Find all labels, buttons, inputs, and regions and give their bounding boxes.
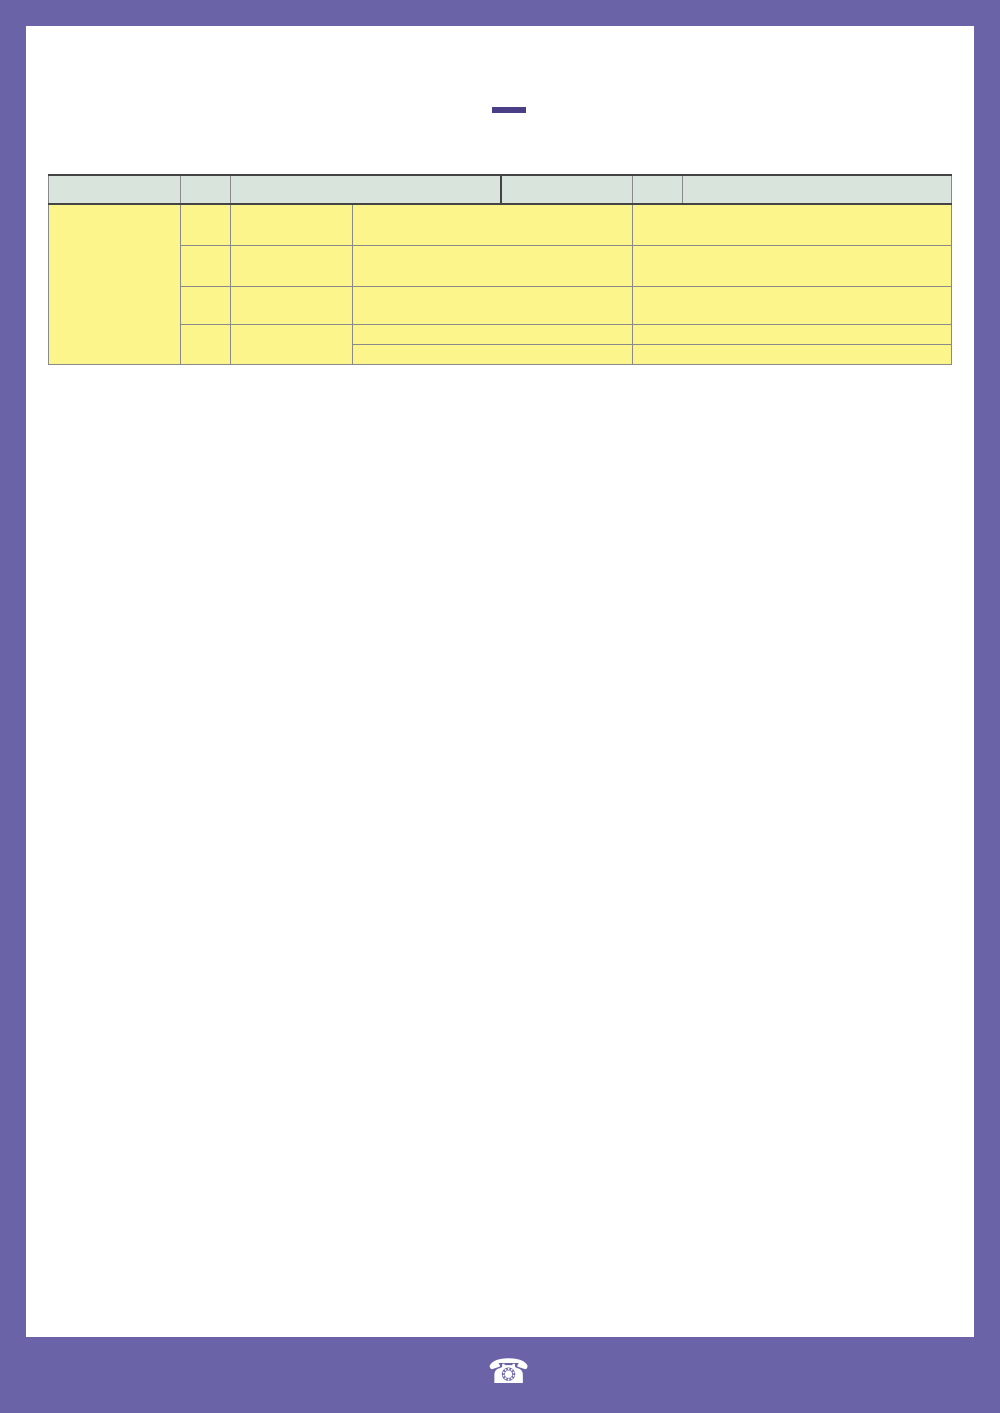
final-round (181, 204, 231, 245)
footer (0, 1340, 1000, 1400)
schedule-row (49, 1254, 952, 1271)
schedule-row (49, 566, 952, 583)
final-schedule (633, 324, 952, 344)
schedule-row (49, 364, 952, 381)
schedule-row (49, 1103, 952, 1120)
schedule-row (49, 1069, 952, 1086)
schedule-row (49, 1086, 952, 1103)
final-school-cell (49, 204, 181, 364)
schedule-row (49, 431, 952, 448)
schedule-row (49, 616, 952, 633)
schedule-row (49, 952, 952, 969)
schedule-row (49, 985, 952, 1002)
final-topic (353, 344, 633, 364)
header-round (633, 175, 683, 204)
schedule-row (49, 1204, 952, 1221)
schedule-row (49, 935, 952, 952)
schedule-row (49, 1120, 952, 1137)
schedule-row (49, 1187, 952, 1204)
schedule-row (49, 1237, 952, 1254)
final-schedule (633, 245, 952, 286)
final-schedule (633, 344, 952, 364)
schedule-row (49, 599, 952, 616)
final-round (181, 286, 231, 324)
final-row (49, 286, 952, 324)
schedule-row (49, 532, 952, 549)
schedule-row (49, 717, 952, 734)
schedule-row (49, 582, 952, 599)
schedule-row (49, 868, 952, 885)
header-row (49, 175, 952, 204)
title-badge (492, 107, 526, 113)
final-teacher (231, 245, 353, 286)
schedule-row (49, 683, 952, 700)
final-schedule (633, 286, 952, 324)
schedule-row (49, 448, 952, 465)
final-row (49, 324, 952, 344)
schedule-row (49, 1170, 952, 1187)
schedule-row (49, 666, 952, 683)
final-schedule (633, 204, 952, 245)
final-round (181, 324, 231, 364)
schedule-row (49, 465, 952, 482)
final-topic (353, 204, 633, 245)
final-teacher (231, 286, 353, 324)
schedule-table (48, 174, 952, 1288)
schedule-row (49, 515, 952, 532)
final-topic (353, 245, 633, 286)
schedule-row (49, 834, 952, 851)
schedule-row (49, 1002, 952, 1019)
schedule-row (49, 482, 952, 499)
schedule-row (49, 734, 952, 751)
schedule-row (49, 1137, 952, 1154)
schedule-row (49, 1221, 952, 1238)
final-teacher (231, 324, 353, 364)
schedule-row (49, 1036, 952, 1053)
schedule-row (49, 801, 952, 818)
final-box (49, 204, 952, 364)
schedule-row (49, 414, 952, 431)
final-row (49, 245, 952, 286)
schedule-row (49, 784, 952, 801)
schedule-row (49, 398, 952, 415)
schedule-row (49, 969, 952, 986)
final-topic (353, 286, 633, 324)
schedule-row (49, 381, 952, 398)
header-schedule (231, 175, 501, 204)
header-schedule (683, 175, 952, 204)
schedule-row (49, 767, 952, 784)
schedule-row (49, 498, 952, 515)
schedule-row (49, 1053, 952, 1070)
schedule-row (49, 918, 952, 935)
phone-icon: ☎ (487, 1352, 529, 1392)
schedule-row (49, 1153, 952, 1170)
schedule-row (49, 549, 952, 566)
schedule-row (49, 650, 952, 667)
final-round (181, 245, 231, 286)
header-school (501, 175, 633, 204)
poster-title (26, 40, 974, 158)
final-teacher (231, 204, 353, 245)
schedule-row (49, 851, 952, 868)
schedule-row (49, 700, 952, 717)
final-topic (353, 324, 633, 344)
schedule-row (49, 750, 952, 767)
schedule-row (49, 633, 952, 650)
schedule-row (49, 1271, 952, 1288)
schedule-row (49, 902, 952, 919)
schedule-row (49, 1019, 952, 1036)
schedule-row (49, 818, 952, 835)
header-round (181, 175, 231, 204)
schedule-body (49, 364, 952, 1288)
header-school (49, 175, 181, 204)
poster-frame (26, 26, 974, 1337)
final-row (49, 204, 952, 245)
schedule-row (49, 885, 952, 902)
